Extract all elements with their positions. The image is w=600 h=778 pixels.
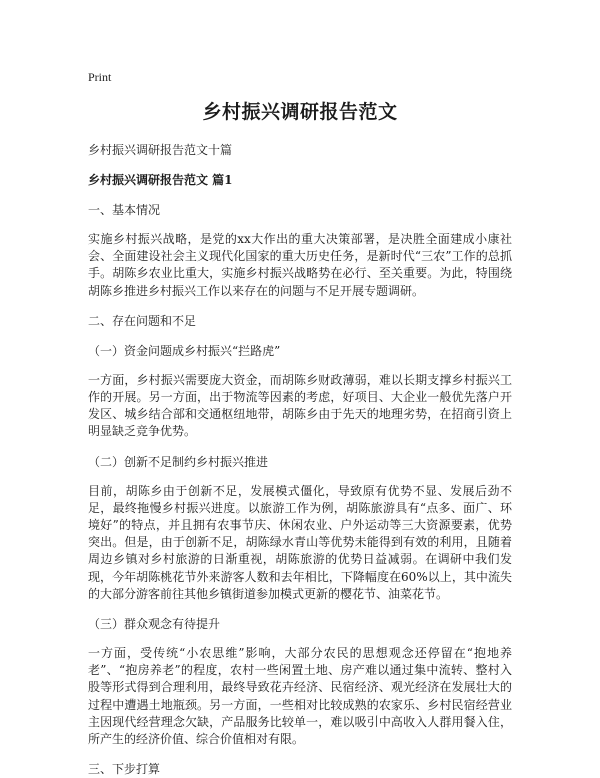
document-subtitle: 乡村振兴调研报告范文十篇 <box>88 143 233 157</box>
paragraph-innovation: 目前，胡陈乡由于创新不足，发展模式僵化，导致原有优势不显、发展后劲不足，最终拖慢乡村振兴进度。以旅游工作为例，胡陈旅游具有“点多、面广、环境好”的特点，并且拥有农事节庆、休闲农业、户外运动等三大资源要素，优势突出。但是，由于创新不足，胡陈绿水青山等优势未能得到有效的利用，且随着周边乡镇对乡村旅游的日渐重视，胡陈旅游的优势日益减弱。在调研中我们发现，今年胡陈桃花节外来游客人数和去年相比，下降幅度在60%以上，其中流失的大部分游客前往其他乡镇街道参加模式更新的樱花节、油菜花节。 <box>88 483 512 601</box>
subsection-heading-funding: （一）资金问题成乡村振兴“拦路虎” <box>88 343 281 358</box>
subsection-heading-mindset: （三）群众观念有待提升 <box>88 617 221 632</box>
paragraph-basic-info: 实施乡村振兴战略，是党的xx大作出的重大决策部署，是决胜全面建成小康社会、全面建设社会主义现代化国家的重大历史任务，是新时代“三农”工作的总抓手。胡陈乡农业比重大，实施乡村振兴战略势在必行、至关重要。为此，特围绕胡陈乡推进乡村振兴工作以来存在的问题与不足开展专题调研。 <box>88 232 512 298</box>
paragraph-funding: 一方面，乡村振兴需要庞大资金，而胡陈乡财政薄弱，难以长期支撑乡村振兴工作的开展。另一方面，出于物流等因素的考虑，好项目、大企业一般优先落户开发区、城乡结合部和交通枢纽地带，胡陈乡由于先天的地理劣势，在招商引资上明显缺乏竞争优势。 <box>88 372 512 439</box>
section-heading-problems: 二、存在问题和不足 <box>88 313 197 328</box>
print-link[interactable]: Print <box>88 70 112 84</box>
page-title: 乡村振兴调研报告范文 <box>202 101 398 123</box>
paragraph-mindset: 一方面，受传统“小农思维”影响，大部分农民的思想观念还停留在“抱地养老”、“抱房养老”的程度，农村一些闲置土地、房产难以通过集中流转、整村入股等形式得到合理利用，最终导致花卉经济、民宿经济、观光经济在发展壮大的过程中遭遇土地瓶颈。另一方面，一些相对比较成熟的农家乐、乡村民宿经营业主因现代经营理念欠缺，产品服务比较单一，难以吸引中高收入人群用餐入住，所产生的经济价值、综合价值相对有限。 <box>88 646 512 747</box>
article-title: 乡村振兴调研报告范文 篇1 <box>88 173 233 187</box>
section-heading-next-steps: 三、下步打算 <box>88 762 161 777</box>
subsection-heading-innovation: （二）创新不足制约乡村振兴推进 <box>88 454 269 469</box>
section-heading-basic-info: 一、基本情况 <box>88 203 161 217</box>
